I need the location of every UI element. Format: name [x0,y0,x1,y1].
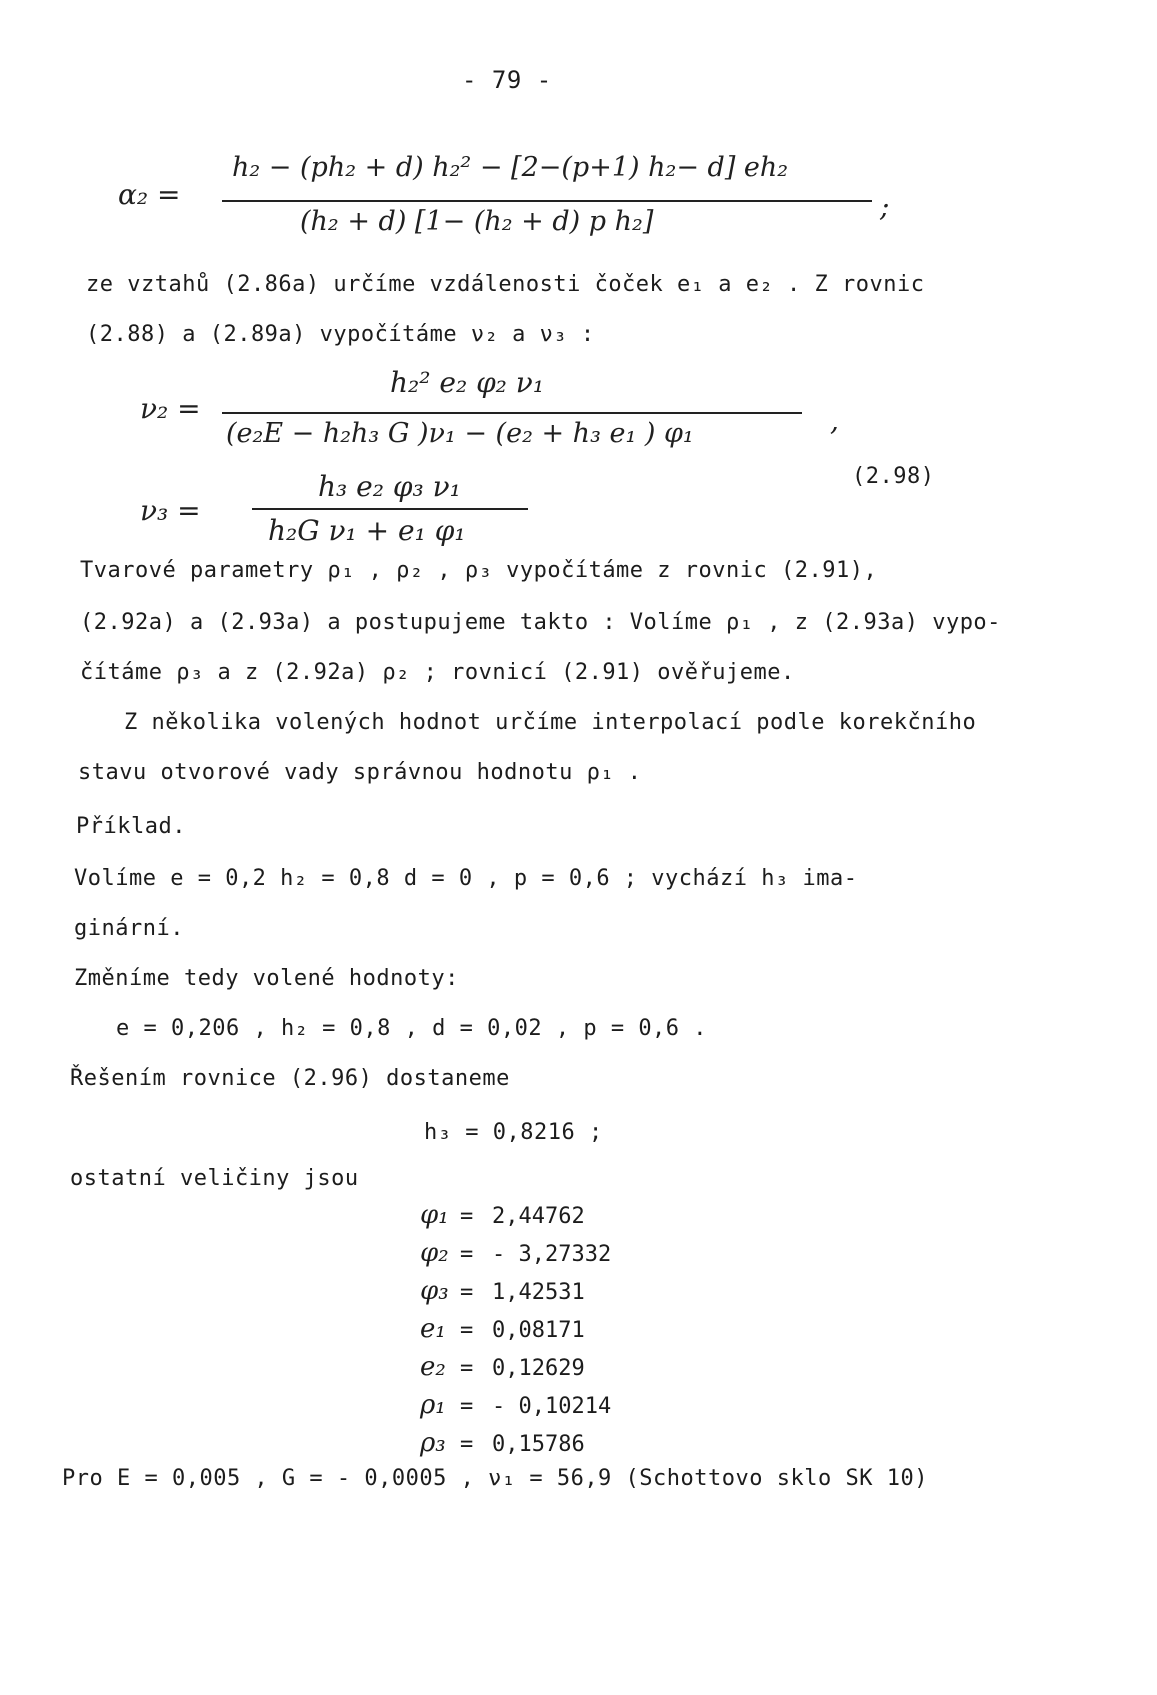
para2-line3: čítáme ρ₃ a z (2.92a) ρ₂ ; rovnicí (2.91) ověřujeme. [80,660,795,685]
para3-line1: Z několika volených hodnot určíme interpolací podle korekčního [124,710,977,735]
result-row: e₂ = 0,12629 [420,1352,585,1382]
example-heading: Příklad. [76,814,186,839]
eq-nu2-numerator: h₂² e₂ φ₂ ν₁ [390,366,545,399]
para1-line1: ze vztahů (2.86a) určíme vzdálenosti čoček e₁ a e₂ . Z rovnic [86,272,925,297]
result-row: ρ₁ = - 0,10214 [420,1390,612,1420]
result-symbol: ρ₃ [420,1428,446,1458]
example-line2: ginární. [74,916,184,941]
result-value: 0,15786 [492,1432,585,1457]
eq-alpha-lhs: α₂ = [118,178,181,211]
result-row: e₁ = 0,08171 [420,1314,585,1344]
eq-nu3-fraction-bar [252,508,528,510]
result-row: φ₁ = 2,44762 [420,1200,585,1230]
example-line5: Řešením rovnice (2.96) dostaneme [70,1066,510,1091]
result-value: 0,08171 [492,1318,585,1343]
final-line: Pro E = 0,005 , G = - 0,0005 , ν₁ = 56,9 (Schottovo sklo SK 10) [62,1466,928,1491]
result-symbol: φ₁ [420,1200,449,1230]
eq-nu2-lhs: ν₂ = [140,392,201,425]
result-value: - 0,10214 [492,1394,612,1419]
others-label: ostatní veličiny jsou [70,1166,359,1191]
result-symbol: e₂ [420,1352,446,1382]
page-number: - 79 - [462,66,552,94]
para2-line2: (2.92a) a (2.93a) a postupujeme takto : Volíme ρ₁ , z (2.93a) vypo- [80,610,1001,635]
result-value: 2,44762 [492,1204,585,1229]
eq-alpha-denominator: (h₂ + d) [1− (h₂ + d) p h₂] [300,206,654,237]
result-row: ρ₃ = 0,15786 [420,1428,585,1458]
eq-alpha-numerator: h₂ − (ph₂ + d) h₂² − [2−(p+1) h₂− d] eh₂ [232,152,789,183]
result-value: 1,42531 [492,1280,585,1305]
example-line4: e = 0,206 , h₂ = 0,8 , d = 0,02 , p = 0,6 . [116,1016,708,1041]
result-row: φ₂ = - 3,27332 [420,1238,612,1268]
para2-line1: Tvarové parametry ρ₁ , ρ₂ , ρ₃ vypočítáme z rovnic (2.91), [80,558,878,583]
h3-result: h₃ = 0,8216 ; [424,1120,603,1145]
para3-line2: stavu otvorové vady správnou hodnotu ρ₁ . [78,760,642,785]
example-line1: Volíme e = 0,2 h₂ = 0,8 d = 0 , p = 0,6 ; vychází h₃ ima- [74,866,858,891]
result-symbol: φ₃ [420,1276,449,1306]
eq-nu3-denominator: h₂G ν₁ + e₁ φ₁ [268,514,466,547]
para1-line2: (2.88) a (2.89a) vypočítáme ν₂ a ν₃ : [86,322,595,347]
result-row: φ₃ = 1,42531 [420,1276,585,1306]
eq-nu2-fraction-bar [222,412,802,414]
eq-nu2-denominator: (e₂E − h₂h₃ G )ν₁ − (e₂ + h₃ e₁ ) φ₁ [226,418,694,449]
eq-nu3-numerator: h₃ e₂ φ₃ ν₁ [318,470,461,503]
equation-number: (2.98) [852,464,935,489]
example-line3: Změníme tedy volené hodnoty: [74,966,459,991]
result-symbol: e₁ [420,1314,446,1344]
result-value: 0,12629 [492,1356,585,1381]
result-symbol: φ₂ [420,1238,449,1268]
eq-nu3-lhs: ν₃ = [140,494,201,527]
eq-alpha-trail: ; [880,190,890,223]
eq-nu2-trail: , [830,404,839,437]
eq-alpha-fraction-bar [222,200,872,202]
result-value: - 3,27332 [492,1242,612,1267]
result-symbol: ρ₁ [420,1390,446,1420]
